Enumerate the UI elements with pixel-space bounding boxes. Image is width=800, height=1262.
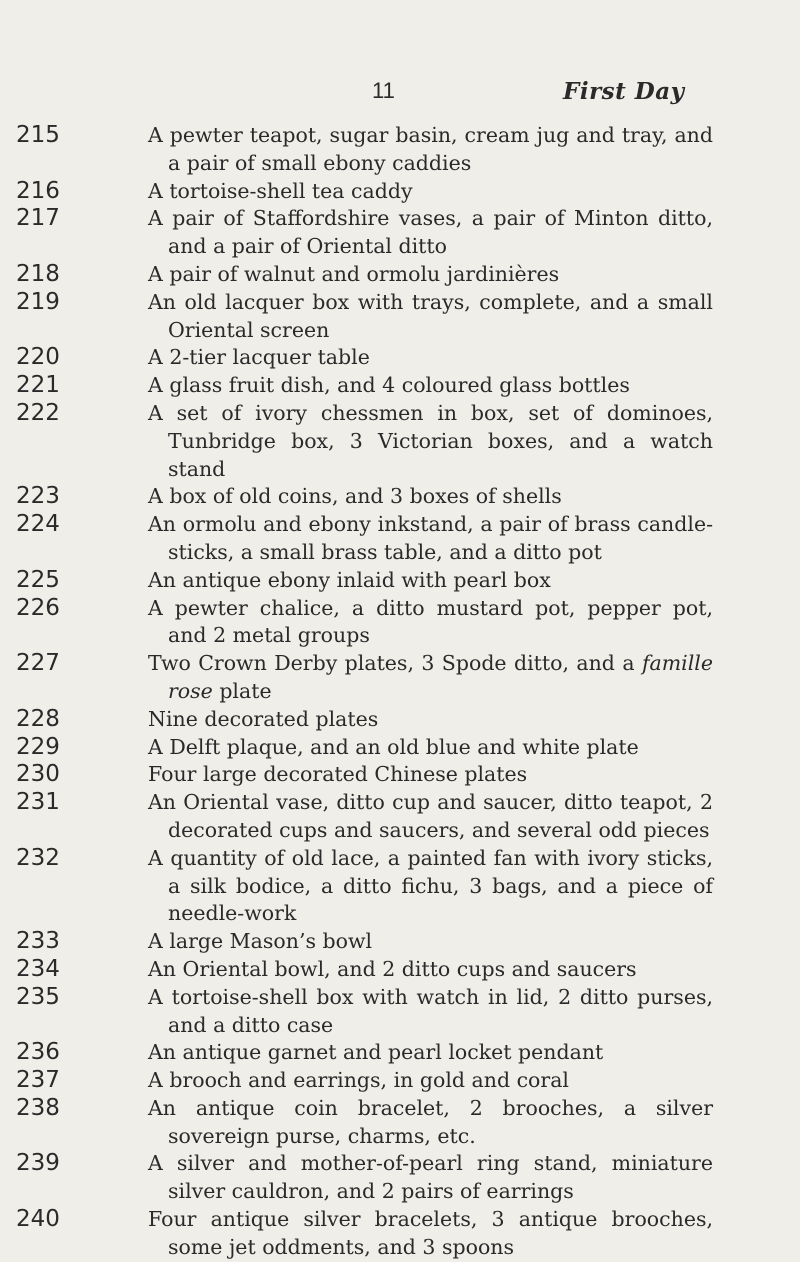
lot-number: 232 <box>16 844 60 871</box>
lot-number: 221 <box>16 372 60 399</box>
lot-entry <box>0 567 800 595</box>
lot-description: An ormolu and ebony inkstand, a pair of brass candle-sticks, a small brass table, and a ditto pot <box>148 512 713 564</box>
lot-entry <box>0 483 800 511</box>
lot-number: 227 <box>16 650 60 677</box>
lot-number: 228 <box>16 705 60 732</box>
lot-description: An Oriental bowl, and 2 ditto cups and saucers <box>148 956 637 981</box>
lot-entry <box>0 789 800 845</box>
lot-number: 235 <box>16 983 60 1010</box>
lot-description-text: Two Crown Derby plates, 3 Spode ditto, and a <box>148 651 642 676</box>
lot-number: 229 <box>16 733 60 760</box>
lot-entry <box>0 122 800 178</box>
lot-entry <box>0 511 800 567</box>
lot-number: 224 <box>16 511 60 538</box>
lot-description: A box of old coins, and 3 boxes of shells <box>148 484 562 509</box>
lot-description: A glass fruit dish, and 4 coloured glass bottles <box>148 373 630 398</box>
lot-number: 236 <box>16 1039 60 1066</box>
lot-list <box>0 122 800 1262</box>
lot-description: A Delft plaque, and an old blue and white plate <box>148 734 639 759</box>
lot-entry <box>0 289 800 345</box>
lot-description: A set of ivory chessmen in box, set of dominoes, Tunbridge box, 3 Victorian boxes, and a watch stand <box>148 400 713 481</box>
lot-description: Four antique silver bracelets, 3 antique brooches, some jet oddments, and 3 spoons <box>148 1207 713 1259</box>
lot-entry <box>0 1095 800 1151</box>
lot-description: Four large decorated Chinese plates <box>148 762 528 787</box>
lot-number: 218 <box>16 260 60 287</box>
page-number: 11 <box>372 78 395 103</box>
lot-description: A pair of walnut and ormolu jardinières <box>148 261 560 286</box>
lot-number: 238 <box>16 1094 60 1121</box>
lot-number: 234 <box>16 955 60 982</box>
lot-number: 215 <box>16 122 60 148</box>
lot-description: A tortoise-shell box with watch in lid, 2 ditto purses, and a ditto case <box>148 984 713 1037</box>
lot-description: A 2-tier lacquer table <box>148 345 370 370</box>
lot-description: Nine decorated plates <box>148 706 379 731</box>
lot-number: 240 <box>16 1206 60 1233</box>
lot-number: 239 <box>16 1150 60 1177</box>
lot-entry <box>0 706 800 734</box>
lot-description: A silver and mother-of-pearl ring stand, miniature silver cauldron, and 2 pairs of earrings <box>148 1151 713 1204</box>
lot-description: An antique ebony inlaid with pearl box <box>148 567 551 592</box>
lot-number: 225 <box>16 566 60 593</box>
lot-number: 216 <box>16 177 60 204</box>
lot-number: 219 <box>16 288 60 315</box>
lot-entry <box>0 205 800 261</box>
lot-number: 223 <box>16 483 60 510</box>
lot-entry <box>0 984 800 1040</box>
page-header <box>0 78 800 108</box>
lot-description: An antique garnet and pearl locket pendant <box>148 1040 604 1065</box>
lot-entry <box>0 956 800 984</box>
lot-description: A large Mason’s bowl <box>148 929 373 954</box>
lot-number: 222 <box>16 399 60 426</box>
lot-description: An Oriental vase, ditto cup and saucer, ditto teapot, 2 decorated cups and saucers, and several odd pieces <box>148 790 713 842</box>
lot-entry <box>0 344 800 372</box>
lot-entry <box>0 650 800 706</box>
lot-entry <box>0 400 800 483</box>
lot-description <box>148 650 713 706</box>
lot-number: 230 <box>16 761 60 788</box>
lot-entry <box>0 845 800 928</box>
lot-entry <box>0 734 800 762</box>
lot-description: A pewter chalice, a ditto mustard pot, pepper pot, and 2 metal groups <box>148 595 713 648</box>
lot-entry <box>0 1150 800 1206</box>
lot-entry <box>0 178 800 206</box>
lot-description: An antique coin bracelet, 2 brooches, a silver sovereign purse, charms, etc. <box>148 1095 713 1148</box>
lot-number: 231 <box>16 789 60 816</box>
running-head: First Day <box>563 78 685 105</box>
lot-description: A pair of Staffordshire vases, a pair of Minton ditto, and a pair of Oriental ditto <box>148 206 713 259</box>
lot-description-italic: famille rose <box>168 651 713 703</box>
lot-number: 220 <box>16 344 60 371</box>
lot-description: A pewter teapot, sugar basin, cream jug and tray, and a pair of small ebony caddies <box>148 123 713 175</box>
lot-description: A quantity of old lace, a painted fan with ivory sticks, a silk bodice, a ditto fichu, 3 bags, and a piece of needle-work <box>148 845 713 926</box>
lot-description: An old lacquer box with trays, complete, and a small Oriental screen <box>148 289 713 342</box>
lot-description: A tortoise-shell tea caddy <box>148 178 413 203</box>
lot-entry <box>0 595 800 651</box>
lot-entry <box>0 372 800 400</box>
lot-entry <box>0 1206 800 1262</box>
lot-description-text: plate <box>212 678 272 703</box>
lot-number: 237 <box>16 1067 60 1094</box>
lot-number: 233 <box>16 928 60 955</box>
lot-number: 217 <box>16 205 60 232</box>
lot-entry <box>0 928 800 956</box>
lot-entry <box>0 261 800 289</box>
lot-entry <box>0 1067 800 1095</box>
lot-entry <box>0 1039 800 1067</box>
lot-number: 226 <box>16 594 60 621</box>
lot-entry <box>0 761 800 789</box>
lot-description: A brooch and earrings, in gold and coral <box>148 1068 569 1093</box>
